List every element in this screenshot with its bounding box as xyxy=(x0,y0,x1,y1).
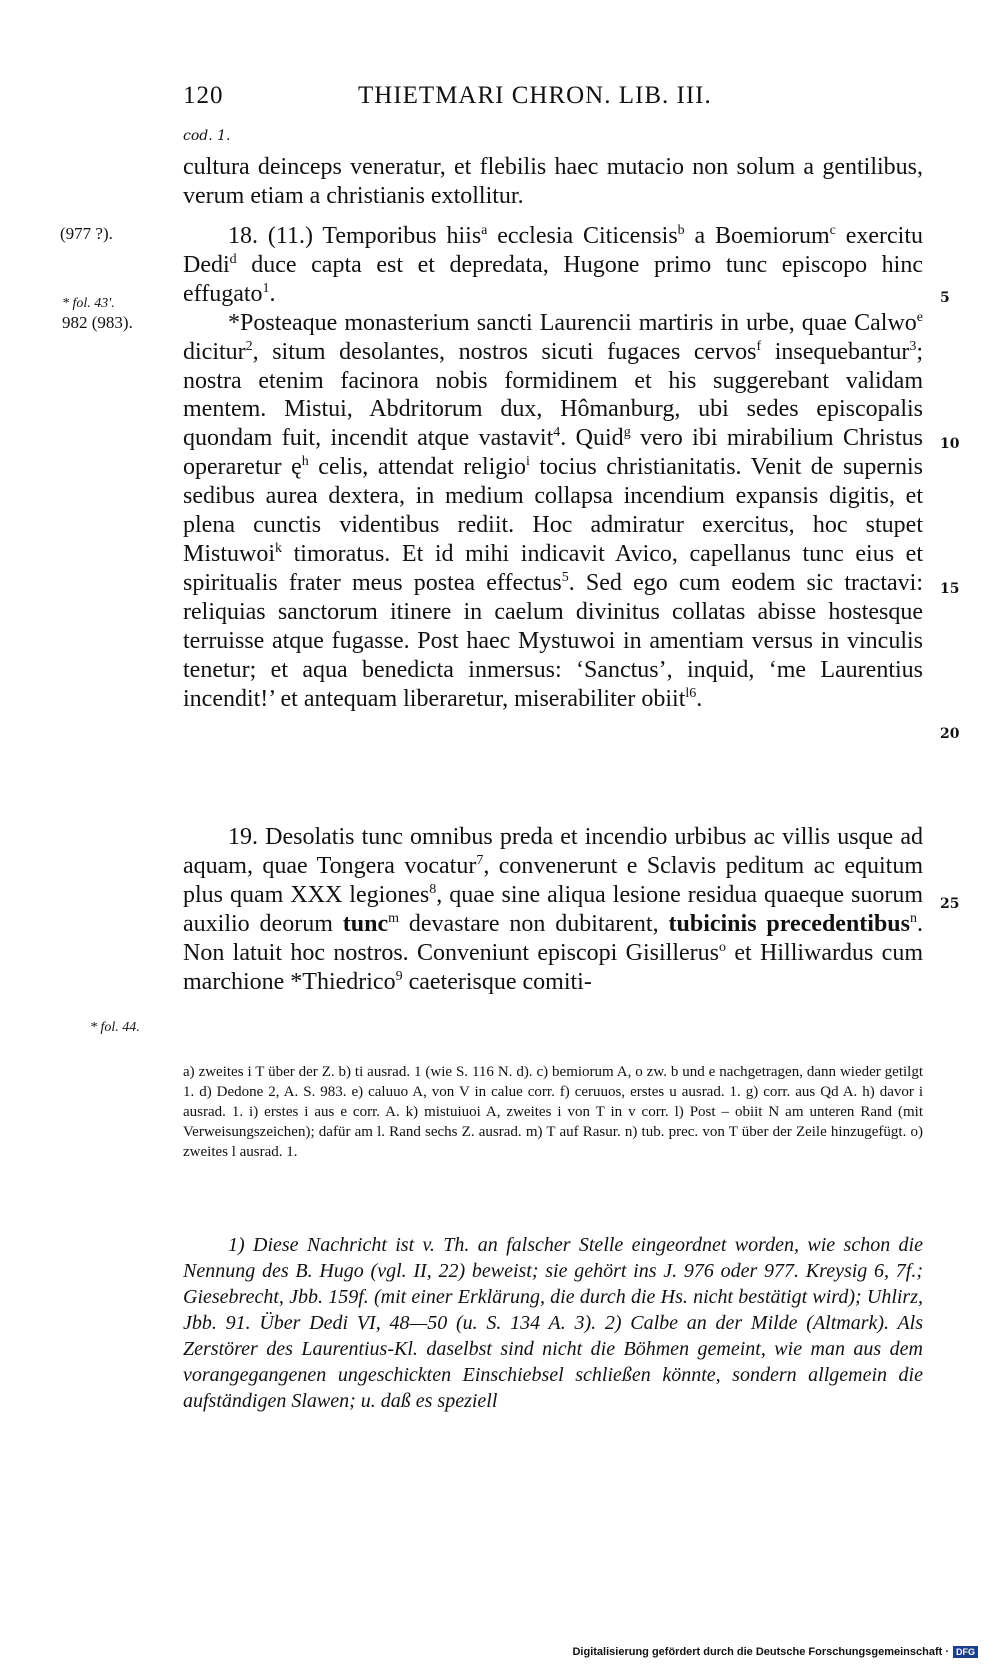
margin-folio-43: * fol. 43'. xyxy=(62,296,115,311)
text-block-1 xyxy=(183,153,923,211)
credit-text: Digitalisierung gefördert durch die Deutsche Forschungsgemeinschaft · xyxy=(572,1646,949,1658)
line-number-5: 5 xyxy=(940,290,950,306)
digitization-credit xyxy=(572,1646,978,1658)
margin-date-982: 982 (983). xyxy=(62,313,133,332)
codex-note: cod. 1. xyxy=(183,128,231,144)
margin-folio-44: * fol. 44. xyxy=(90,1020,140,1035)
line-number-15: 15 xyxy=(940,581,960,597)
footnote-text: 1) Diese Nachricht ist v. Th. an falscher Stelle eingeordnet worden, wie schon die Nennung des B. Hugo (vgl. II, 22) beweist; sie gehört ins J. 976 oder 977. Kreysig 6, 7f.; Giesebrecht, Jbb. 159f. (mit einer Erklärung, die durch die Hs. nicht bestätigt wird); Uhlirz, Jbb. 91. Über Dedi VI, 48—50 (u. S. 134 A. 3). 2) Calbe an der Milde (Altmark). Als Zerstörer des Laurentius-Kl. daselbst sind nicht die Böhmen gemeint, wie man aus dem vorangegangenen ungeschickten Einschiebsel schließen könnte, sondern allgemein die aufständigen Slawen; u. daß es speziell xyxy=(183,1234,923,1412)
page-number: 120 xyxy=(183,82,224,109)
critical-apparatus: a) zweites i T über der Z. b) ti ausrad. 1 (wie S. 116 N. d). c) bemiorum A, o zw. b und e nachgetragen, dann wieder getilgt 1. d) Dedone 2, A. S. 983. e) caluuo A, von V in calue corr. f) ceruuos, erstes u ausrad. 1. g) corr. aus Qd A. h) davor i ausrad. 1. i) erstes i aus e corr. A. k) mistuiuoi A, zweites i von T in v corr. l) Post – obiit N am unteren Rand (mit Verweisungszeichen); dafür am l. Rand sechs Z. ausrad. m) T auf Rasur. n) tub. prec. von T über der Zeile hinzugefügt. o) zweites l ausrad. 1. xyxy=(183,1064,923,1160)
line-number-10: 10 xyxy=(940,436,960,452)
line-number-20: 20 xyxy=(940,726,960,742)
footnotes xyxy=(183,1232,923,1414)
paragraph-opening: cultura deinceps veneratur, et flebilis haec mutacio non solum a gentilibus, verum etiam a christianis extollitur. xyxy=(183,154,923,209)
chapter-18: 18. (11.) Temporibus hiis$^a$ ecclesia Citicensis$^b$ a Boemiorum$^c$ exercitu Dedi$^d$ duce capta est et depredata, Hugone primo tunc episcopo hinc effugato$^1$. xyxy=(183,223,923,307)
text-block-2 xyxy=(183,222,923,713)
running-header xyxy=(183,82,923,118)
chapter-18-continued: *Posteaque monasterium sancti Laurencii martiris in urbe, quae Calwo$^e$ dicitur$^2$, situm desolantes, nostros sicuti fugaces cervos$^f$ insequebantur$^3$; nostra etenim facinora nobis formidinem et his suggerebant validam mentem. Mistui, Abdritorum dux, Hômanburg, ubi sedes episcopalis quondam fuit, incendit atque vastavit$^4$. Quid$^g$ vero ibi mirabilium Christus operaretur $ę^h$ celis, attendat religio$^i$ tocius christianitatis. Venit de supernis sedibus aurea dextera, in medium collapsa incendium expansis digitis, et plena cunctis videntibus rediit. Hoc admiratur exercitus, hoc stupet Mistuwoi$^k$ timoratus. Et id mihi indicavit Avico, capellanus tunc eius et spiritualis frater meus postea effectus$^5$. Sed ego cum eodem sic tractavi: reliquias sanctorum itinere in caelum divinitus collatas abisse hostesque terruisse atque fugasse. Post haec Mystuwoi in amentiam versus in vinculis tenetur; et aqua benedicta inmersus: ‘Sanctus’, inquid, ‘me Laurentius incendit!’ et antequam liberaretur, miserabiliter obiit$^{l6}$. xyxy=(183,309,924,712)
margin-date-977: (977 ?). xyxy=(60,224,113,243)
line-number-25: 25 xyxy=(940,896,960,912)
dfg-logo: DFG xyxy=(953,1646,978,1658)
chapter-19: 19. Desolatis tunc omnibus preda et incendio urbibus ac villis usque ad aquam, quae Tongera vocatur$^7$, convenerunt e Sclavis peditum ac equitum plus quam XXX legiones$^8$, quae sine aliqua lesione residua quaeque suorum auxilio deorum tunc$^m$ devastare non dubitarent, tubicinis precedentibus$^n$. Non latuit hoc nostros. Conveniunt episcopi Gisillerus$^o$ et Hilliwardus cum marchione *Thiedrico$^9$ caeterisque comiti- xyxy=(183,824,924,995)
text-block-3 xyxy=(183,823,923,996)
running-title: THIETMARI CHRON. LIB. III. xyxy=(358,82,712,109)
